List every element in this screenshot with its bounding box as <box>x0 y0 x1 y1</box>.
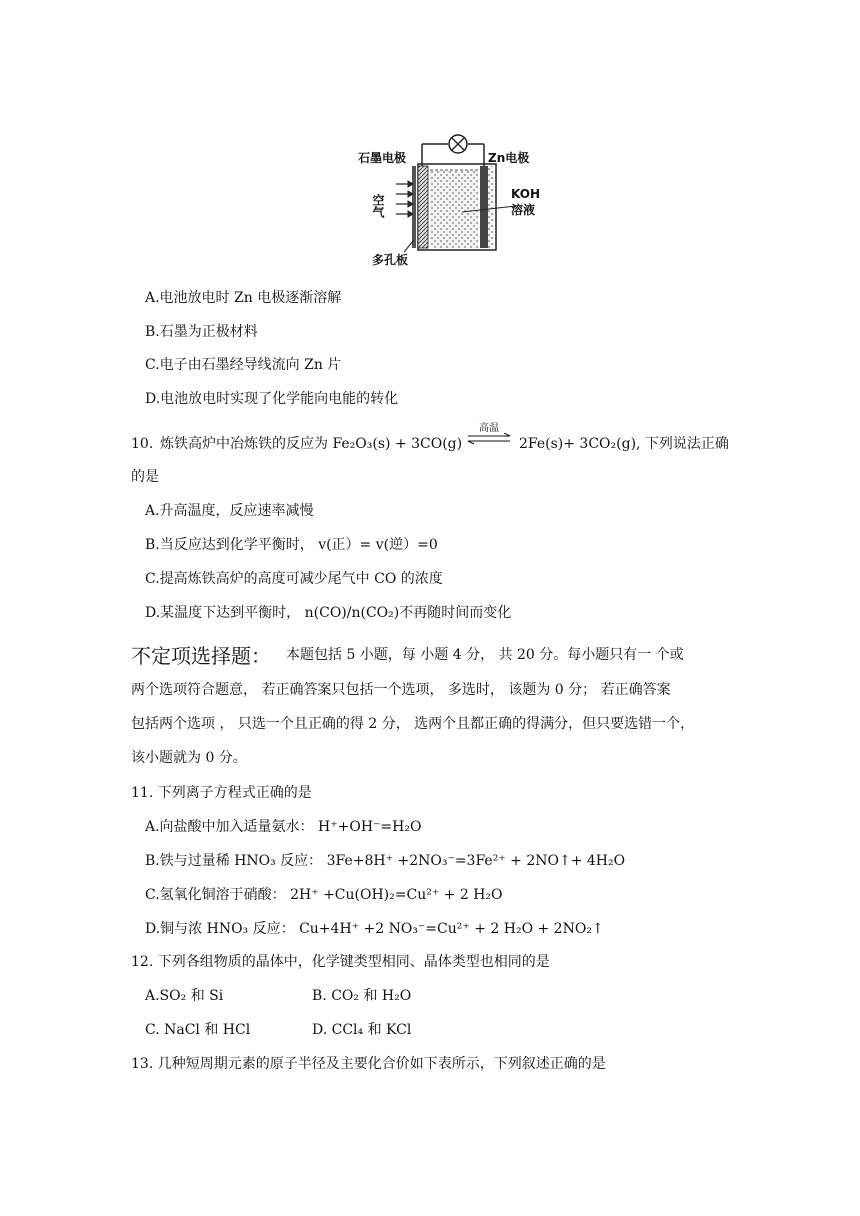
section-line1: 本题包括 5 小题，每 小题 4 分， 共 20 分。每小题只有一 个或 <box>286 647 684 663</box>
label-air: 空气 <box>371 194 385 218</box>
q11-option-c: C.氢氧化铜溶于硝酸： 2H⁺ +Cu(OH)₂=Cu²⁺ + 2 H₂O <box>145 887 503 903</box>
q10-number: 10. <box>131 436 154 452</box>
battery-diagram <box>358 128 558 270</box>
q9-option-a: A.电池放电时 Zn 电极逐渐溶解 <box>145 290 342 306</box>
label-graphite: 石墨电极 <box>358 151 407 165</box>
q10-option-d: D.某温度下达到平衡时， n(CO)/n(CO₂)不再随时间而变化 <box>145 605 512 621</box>
q12-option-a: A.SO₂ 和 Si <box>145 988 224 1004</box>
label-koh: KOH <box>511 187 541 201</box>
q12-option-b: B. CO₂ 和 H₂O <box>312 988 412 1004</box>
air-arrows <box>396 181 413 217</box>
koh-solution <box>430 170 478 248</box>
q10-stem-line2: 的是 <box>131 469 159 485</box>
q11-stem: 11. 下列离子方程式正确的是 <box>131 785 312 801</box>
q10-option-c: C.提高炼铁高炉的高度可减少尾气中 CO 的浓度 <box>145 571 443 587</box>
section-line2: 两个选项符合题意， 若正确答案只包括一个选项， 多选时， 该题为 0 分； 若正确答案 <box>131 682 671 698</box>
q10-option-b: B.当反应达到化学平衡时， v(正）= v(逆）=0 <box>145 537 438 553</box>
q11-option-a: A.向盐酸中加入适量氨水： H⁺+OH⁻=H₂O <box>145 819 422 835</box>
q9-option-c: C.电子由石墨经导线流向 Zn 片 <box>145 357 342 373</box>
section-line3: 包括两个选项 ， 只选一个且正确的得 2 分， 选两个且都正确的得满分，但只要选错一个， <box>131 716 695 732</box>
q10-stem-part1: 炼铁高炉中冶炼铁的反应为 Fe₂O₃(s) + 3CO(g) <box>160 436 463 452</box>
q9-option-d: D.电池放电时实现了化学能向电能的转化 <box>145 391 399 407</box>
equilibrium-arrow-icon <box>466 433 512 449</box>
q12-option-c: C. NaCl 和 HCl <box>145 1022 251 1038</box>
q11-option-d: D.铜与浓 HNO₃ 反应： Cu+4H⁺ +2 NO₃⁻=Cu²⁺ + 2 H₂O + 2NO₂↑ <box>145 921 604 937</box>
q13-stem: 13. 几种短周期元素的原子半径及主要化合价如下表所示，下列叙述正确的是 <box>131 1056 606 1072</box>
q10-option-a: A.升高温度，反应速率减慢 <box>145 503 314 519</box>
graphite-electrode <box>418 166 428 248</box>
battery-diagram-svg <box>358 128 558 270</box>
q12-stem: 12. 下列各组物质的晶体中，化学键类型相同、晶体类型也相同的是 <box>131 954 550 970</box>
section-line4: 该小题就为 0 分。 <box>131 750 247 766</box>
q9-option-b: B.石墨为正极材料 <box>145 324 258 340</box>
label-solution: 溶液 <box>511 203 536 217</box>
q12-option-d: D. CCl₄ 和 KCl <box>312 1022 412 1038</box>
q10-stem-part2: 2Fe(s)+ 3CO₂(g), 下列说法正确 <box>519 436 729 452</box>
label-porous: 多孔板 <box>372 253 409 267</box>
q10-condition: 高温 <box>479 423 499 434</box>
porous-plate <box>412 166 416 248</box>
zn-electrode <box>480 166 488 248</box>
section-title: 不定项选择题： <box>131 644 271 668</box>
lamp-icon <box>449 135 467 153</box>
q11-option-b: B.铁与过量稀 HNO₃ 反应： 3Fe+8H⁺ +2NO₃⁻=3Fe²⁺ + 2NO↑+ 4H₂O <box>145 853 626 869</box>
label-zn: Zn电极 <box>488 151 530 165</box>
